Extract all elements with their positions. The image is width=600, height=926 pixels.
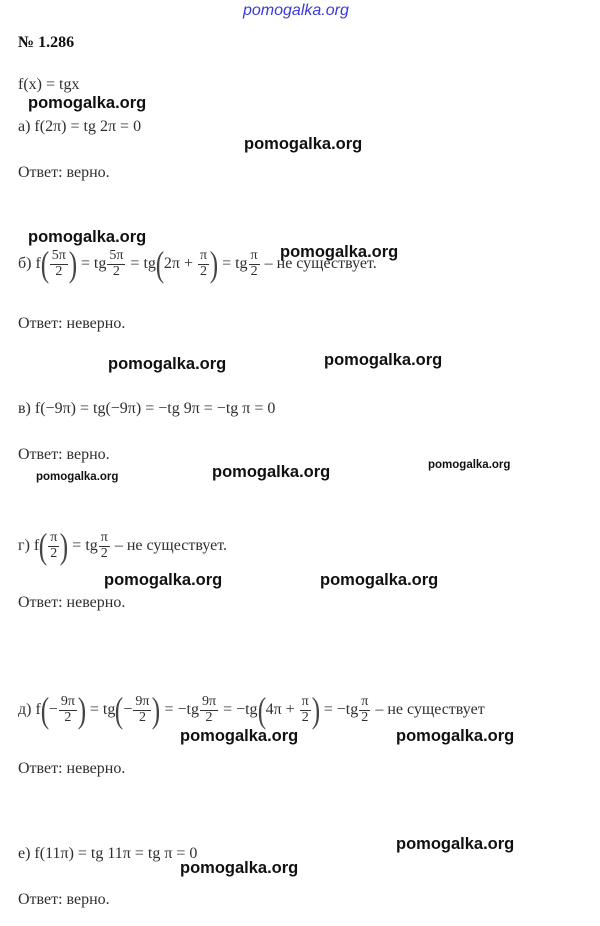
part-v-answer: Ответ: верно. (18, 446, 110, 463)
part-e-answer: Ответ: верно. (18, 891, 110, 908)
fraction: $\frac{\pi}{2}$ (50, 529, 58, 561)
watermark: pomogalka.org (324, 351, 443, 369)
part-d-solution: д) f ( − $\frac{9\pi}{2}$ ) = tg ( − $\frac{9\pi}{2}$ ) = −tg $\frac{9\pi}{2}$ = −tg ( 4π + $\frac{\pi}{2}$ ) = −tg $\frac{\pi}{2}$ – не существует (18, 690, 485, 730)
part-e-solution: е) f(11π) = tg 11π = tg π = 0 (18, 845, 198, 862)
watermark: pomogalka.org (180, 727, 299, 745)
watermark-top: pomogalka.org (243, 2, 349, 19)
part-a-solution: а) f(2π) = tg 2π = 0 (18, 118, 142, 135)
fraction: $\frac{9\pi}{2}$ (135, 693, 150, 725)
watermark: pomogalka.org (280, 243, 399, 261)
part-label: б) f (18, 255, 41, 272)
watermark: pomogalka.org (36, 471, 119, 483)
part-label: д) f (18, 701, 41, 718)
part-g-answer: Ответ: неверно. (18, 594, 126, 611)
fraction: $\frac{\pi}{2}$ (250, 247, 258, 279)
fraction: $\frac{\pi}{2}$ (361, 693, 369, 725)
watermark: pomogalka.org (28, 228, 147, 246)
part-b-solution: б) f ( $\frac{5\pi}{2}$ ) = tg $\frac{5\pi}{2}$ = tg ( 2π + $\frac{\pi}{2}$ ) = tg $\frac{\pi}{2}$ – не существует. (18, 244, 377, 284)
fraction: $\frac{5\pi}{2}$ (51, 247, 66, 279)
fraction: $\frac{\pi}{2}$ (100, 529, 108, 561)
fraction: $\frac{\pi}{2}$ (301, 693, 309, 725)
watermark: pomogalka.org (104, 571, 223, 589)
part-d-answer: Ответ: неверно. (18, 760, 126, 777)
problem-number: № 1.286 (18, 34, 75, 51)
part-b-answer: Ответ: неверно. (18, 315, 126, 332)
part-a-answer: Ответ: верно. (18, 164, 110, 181)
fraction: $\frac{9\pi}{2}$ (201, 693, 217, 725)
fraction: $\frac{9\pi}{2}$ (60, 693, 75, 725)
watermark: pomogalka.org (244, 135, 363, 153)
part-g-solution: г) f ( $\frac{\pi}{2}$ ) = tg $\frac{\pi}{2}$ – не существует. (18, 526, 227, 566)
function-definition: f(x) = tgx (18, 76, 80, 93)
fraction: $\frac{5\pi}{2}$ (109, 247, 124, 279)
part-label: г) f (18, 537, 40, 554)
watermark: pomogalka.org (180, 859, 299, 877)
watermark: pomogalka.org (396, 727, 515, 745)
watermark: pomogalka.org (320, 571, 439, 589)
watermark: pomogalka.org (212, 463, 331, 481)
watermark: pomogalka.org (28, 94, 147, 112)
fraction: $\frac{\pi}{2}$ (200, 247, 208, 279)
watermark: pomogalka.org (428, 459, 511, 471)
watermark: pomogalka.org (396, 835, 515, 853)
part-v-solution: в) f(−9π) = tg(−9π) = −tg 9π = −tg π = 0 (18, 400, 276, 417)
watermark: pomogalka.org (108, 355, 227, 373)
